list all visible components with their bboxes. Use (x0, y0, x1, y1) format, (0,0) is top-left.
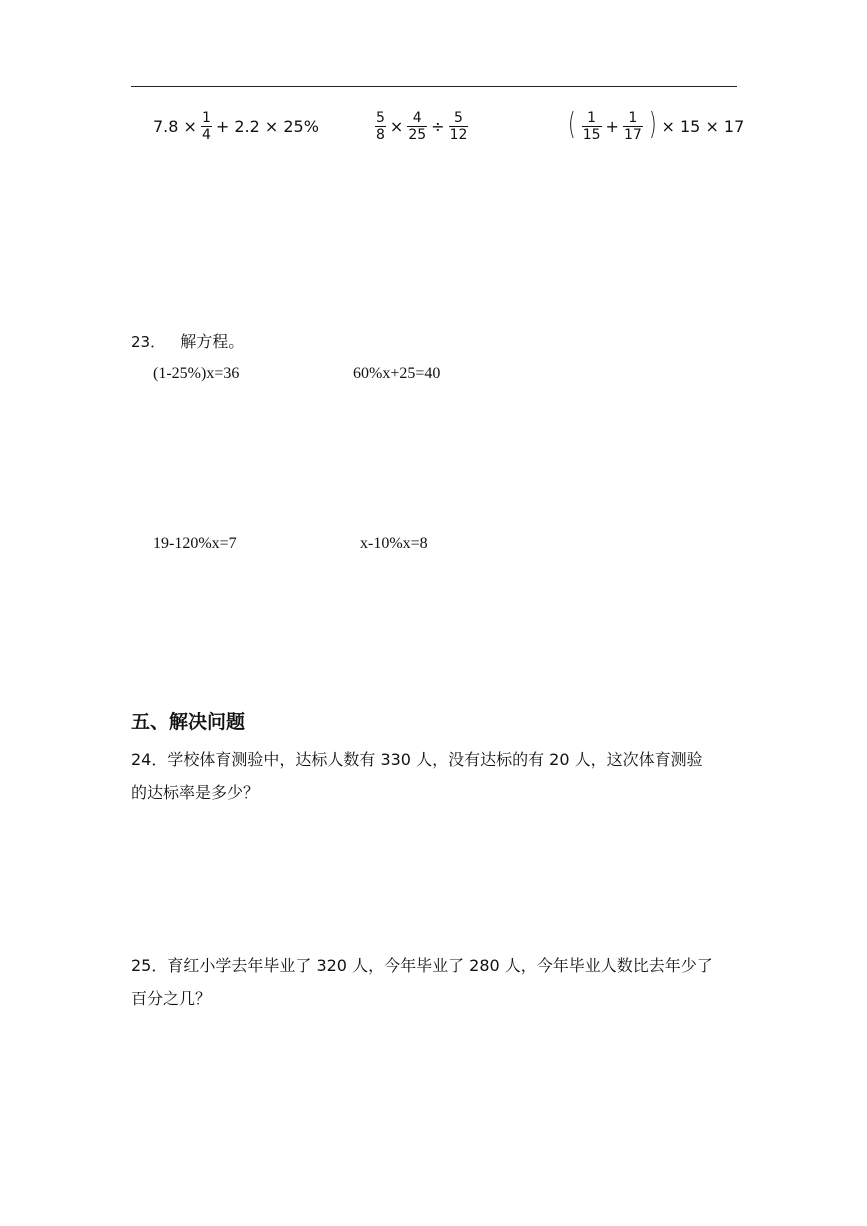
equation-1: (1-25%)x=36 (153, 365, 240, 382)
operator: + (605, 117, 619, 136)
expr1-part-b: + 2.2 × 25% (215, 117, 319, 136)
expr3-tail: × 15 × 17 (661, 117, 745, 136)
fraction: $\frac{1}{15}$ (582, 110, 601, 143)
header-rule (131, 86, 737, 87)
right-paren: ) (648, 106, 657, 142)
section-title: 五、解决问题 (131, 711, 246, 733)
question-25-line-2: 百分之几？ (131, 989, 212, 1008)
question-23-heading (131, 329, 244, 352)
operator: ÷ (431, 117, 445, 136)
fraction: $\frac{1}{4}$ (201, 110, 211, 143)
equation-3: 19-120%x=7 (153, 535, 237, 552)
question-25-line-1: 25．育红小学去年毕业了 320 人，今年毕业了 280 人，今年毕业人数比去年少了 (131, 956, 713, 975)
expr1-part-a: 7.8 × (153, 117, 197, 136)
equation-4: x-10%x=8 (360, 535, 428, 552)
equation-2: 60%x+25=40 (353, 365, 441, 382)
operator: × (389, 117, 404, 136)
calc-expression-3 (566, 106, 745, 143)
calc-expression-2 (374, 111, 469, 142)
fraction: $\frac{5}{8}$ (376, 110, 385, 143)
question-25 (131, 949, 741, 1015)
question-number: 23． (131, 333, 166, 351)
question-24 (131, 743, 741, 809)
calc-expression-1 (153, 111, 319, 142)
question-24-line-2: 的达标率是多少？ (131, 783, 260, 802)
question-title: 解方程。 (180, 332, 245, 351)
question-24-line-1: 24．学校体育测验中，达标人数有 330 人，没有达标的有 20 人，这次体育测验 (131, 750, 703, 769)
left-paren: ( (568, 106, 576, 142)
fraction: $\frac{5}{12}$ (449, 110, 468, 143)
fraction: $\frac{4}{25}$ (408, 110, 427, 143)
fraction: $\frac{1}{17}$ (623, 110, 642, 143)
